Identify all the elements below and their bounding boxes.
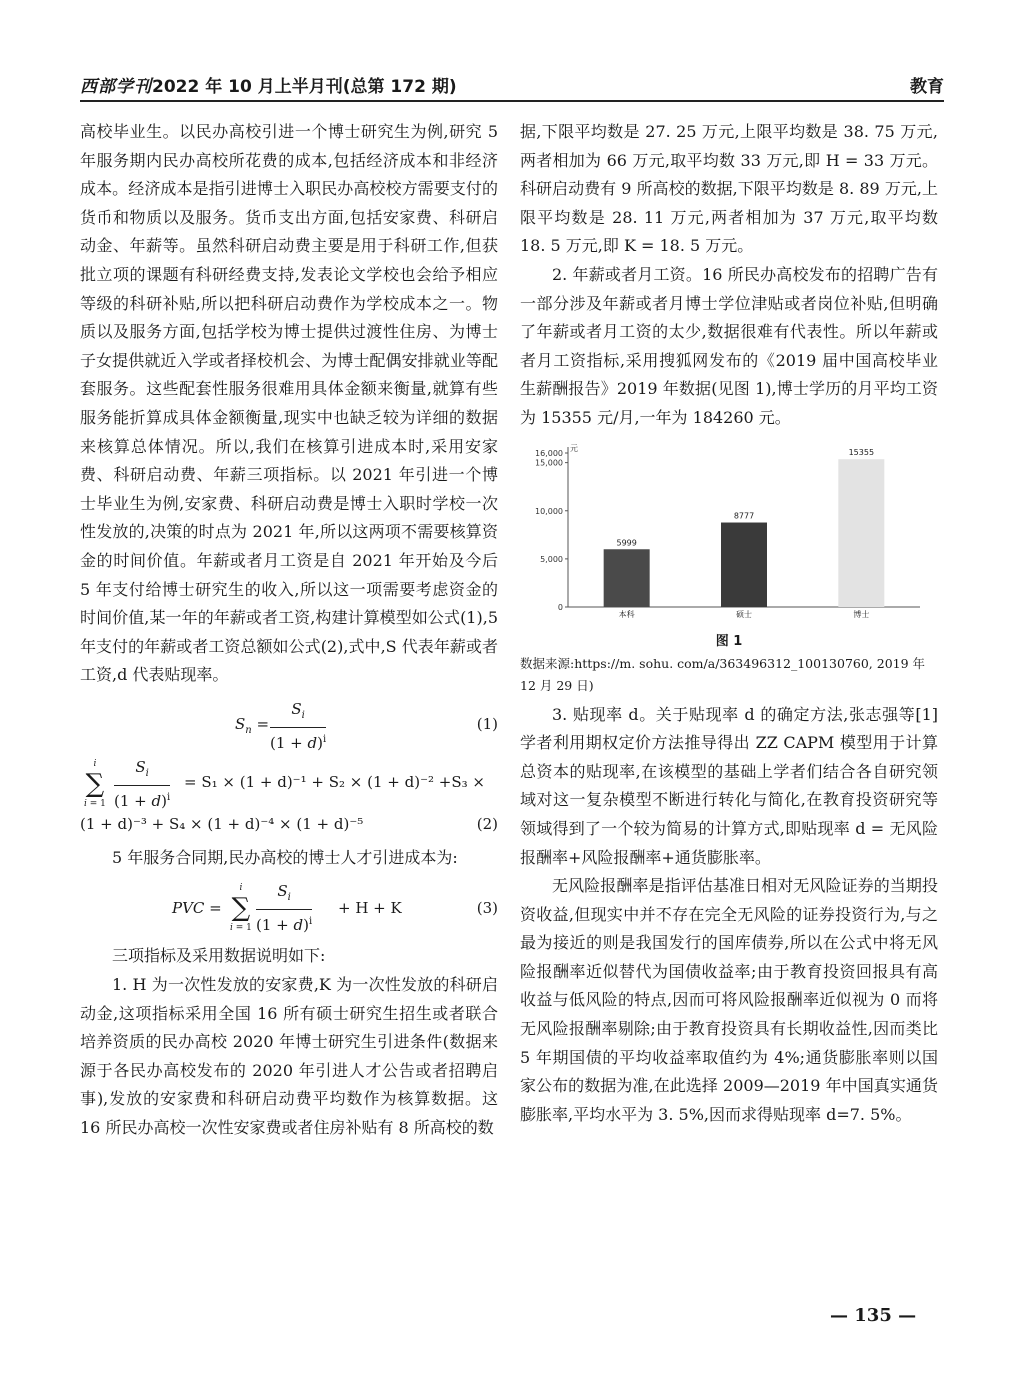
- figure-1-chart: [520, 439, 938, 629]
- issue-info: 2022 年 10 月上半月刊(总第 172 期): [152, 77, 457, 97]
- x-category-label: 本科: [618, 609, 635, 619]
- x-category-label: 博士: [853, 609, 870, 619]
- y-axis-unit: 元: [570, 443, 578, 453]
- bar-value-label: 5999: [616, 537, 637, 547]
- equation-3: PVC = i ∑ i = 1 $\frac{S_i}{(1 + d)^i}$ + H + K (3): [172, 882, 498, 935]
- figure-caption: 图 1: [715, 633, 743, 649]
- equation-2-line-2: (1 + d)⁻³ + S₄ × (1 + d)⁻⁴ × (1 + d)⁻⁵: [80, 814, 364, 833]
- paragraph: 据,下限平均数是 27. 25 万元,上限平均数是 38. 75 万元,两者相加为 66 万元,取平均数 33 万元,即 H = 33 万元。科研启动费有 9 所高校的数据,下限平均数是 8. 89 万元,上限平均数是 28. 11 万元,两者相加为 37 万元,取平均数 18. 5 万元,即 K = 18. 5 万元。: [520, 122, 938, 256]
- y-tick-label: 10,000: [535, 506, 563, 516]
- journal-title: [80, 72, 457, 97]
- equation-number: (3): [476, 899, 498, 918]
- page-header: [80, 70, 944, 102]
- bar-硕士: [721, 522, 767, 606]
- y-tick-label: 0: [557, 602, 563, 612]
- bar-本科: [604, 549, 650, 607]
- bar-chart: [520, 439, 938, 629]
- paragraph: 1. H 为一次性发放的安家费,K 为一次性发放的科研启动金,这项指标采用全国 16 所有硕士研究生招生或者联合培养资质的民办高校 2020 年博士研究生引进条件(数据来源于各民办高校发布的 2020 年引进人才公告或者招聘启事),发放的安家费和科研启动费平均数作为核算数据。这 16 所民办高校一次性安家费或者住房补贴有 8 所高校的数: [80, 975, 498, 1138]
- right-column: [520, 118, 938, 1129]
- page-number: — 135 —: [830, 1305, 917, 1326]
- x-category-label: 硕士: [736, 609, 752, 619]
- section-label: 教育: [910, 77, 944, 97]
- journal-logo: 西部学刊: [80, 77, 152, 97]
- paragraph: 3. 贴现率 d。关于贴现率 d 的确定方法,张志强等[1]学者利用期权定价方法推导得出 ZZ CAPM 模型用于计算总资本的贴现率,在该模型的基础上学者们结合各自研究领域对这一复杂模型不断进行转化与简化,在教育投资研究等领域得到了一个较为简易的计算方式,即贴现率 d = 无风险报酬率+风险报酬率+通货膨胀率。: [520, 704, 938, 867]
- paragraph: 2. 年薪或者月工资。16 所民办高校发布的招聘广告有一部分涉及年薪或者月博士学位津贴或者岗位补贴,但明确了年薪或者月工资的太少,数据很难有代表性。所以年薪或者月工资指标,采用搜狐网发布的《2019 届中国高校毕业生薪酬报告》2019 年数据(见图 1),博士学历的月平均工资为 15355 元/月,一年为 184260 元。: [520, 264, 938, 427]
- bar-value-label: 15355: [848, 447, 875, 457]
- paragraph: 三项指标及采用数据说明如下:: [112, 946, 326, 966]
- y-tick-label: 15,000: [535, 458, 563, 468]
- bar-博士: [838, 459, 884, 607]
- paragraph: 高校毕业生。以民办高校引进一个博士研究生为例,研究 5 年服务期内民办高校所花费的成本,包括经济成本和非经济成本。经济成本是指引进博士入职民办高校校方需要支付的货币和物质以及服务。货币支出方面,包括安家费、科研启动金、年薪等。虽然科研启动费主要是用于科研工作,但获批立项的课题有科研经费支持,发表论文学校也会给予相应等级的科研补贴,所以把科研启动费作为学校成本之一。物质以及服务方面,包括学校为博士提供过渡性住房、为博士子女提供就近入学或者择校机会、为博士配偶安排就业等配套服务。这些配套性服务很难用具体金额来衡量,就算有些服务能折算成具体金额衡量,现实中也缺乏较为详细的数据来核算总体情况。所以,我们在核算引进成本时,采用安家费、科研启动费、年薪三项指标。以 2021 年引进一个博士毕业生为例,安家费、科研启动费是博士入职时学校一次性发放的,决策的时点为 2021 年,所以这两项不需要核算资金的时间价值。年薪或者月工资是自 2021 年开始及今后 5 年支付给博士研究生的收入,所以这一项需要考虑资金的时间价值,某一年的年薪或者工资,构建计算模型如公式(1),5 年支付的年薪或者工资总额如公式(2),式中,S 代表年薪或者工资,d 代表贴现率。: [80, 122, 498, 685]
- y-tick-label: 16,000: [535, 448, 563, 458]
- equation-1: $S_n$ = $\frac{S_i}{(1 + d)^i}$ (1): [235, 699, 498, 752]
- equation-2: i ∑ i = 1 $\frac{S_i}{(1 + d)^i}$ = S₁ × (1 + d)⁻¹ + S₂ × (1 + d)⁻² +S₃ × (1 + d)⁻³ + S₄ × (1 + d)⁻⁴ × (1 + d)⁻⁵ (2): [80, 756, 498, 840]
- paragraph: 5 年服务合同期,民办高校的博士人才引进成本为:: [112, 847, 458, 867]
- equation-3-rhs: + H + K: [338, 899, 402, 918]
- equation-2-line-1: = S₁ × (1 + d)⁻¹ + S₂ × (1 + d)⁻² +S₃ ×: [184, 772, 485, 791]
- equation-number: (2): [476, 814, 498, 833]
- left-column: [80, 118, 498, 1143]
- paragraph: 无风险报酬率是指评估基准日相对无风险证券的当期投资收益,但现实中并不存在完全无风险的证券投资行为,与之最为接近的则是我国发行的国库债券,所以在公式中将无风险报酬率近似替代为国债收益率;由于教育投资回报具有高收益与低风险的特点,因而可将风险报酬率近似视为 0 而将无风险报酬率剔除;由于教育投资具有长期收益性,因而类比 5 年期国债的平均收益率取值约为 4%;通货膨胀率则以国家公布的数据为准,在此选择 2009—2019 年中国真实通货膨胀率,平均水平为 3. 5%,因而求得贴现率 d=7. 5%。: [520, 876, 938, 1124]
- bar-value-label: 8777: [733, 511, 755, 521]
- equation-3-lhs: PVC =: [172, 899, 222, 918]
- y-tick-label: 5,000: [540, 554, 563, 564]
- figure-source: 数据来源:https://m. sohu. com/a/363496312_100130760, 2019 年 12 月 29 日): [520, 655, 926, 693]
- equation-number: (1): [476, 714, 498, 733]
